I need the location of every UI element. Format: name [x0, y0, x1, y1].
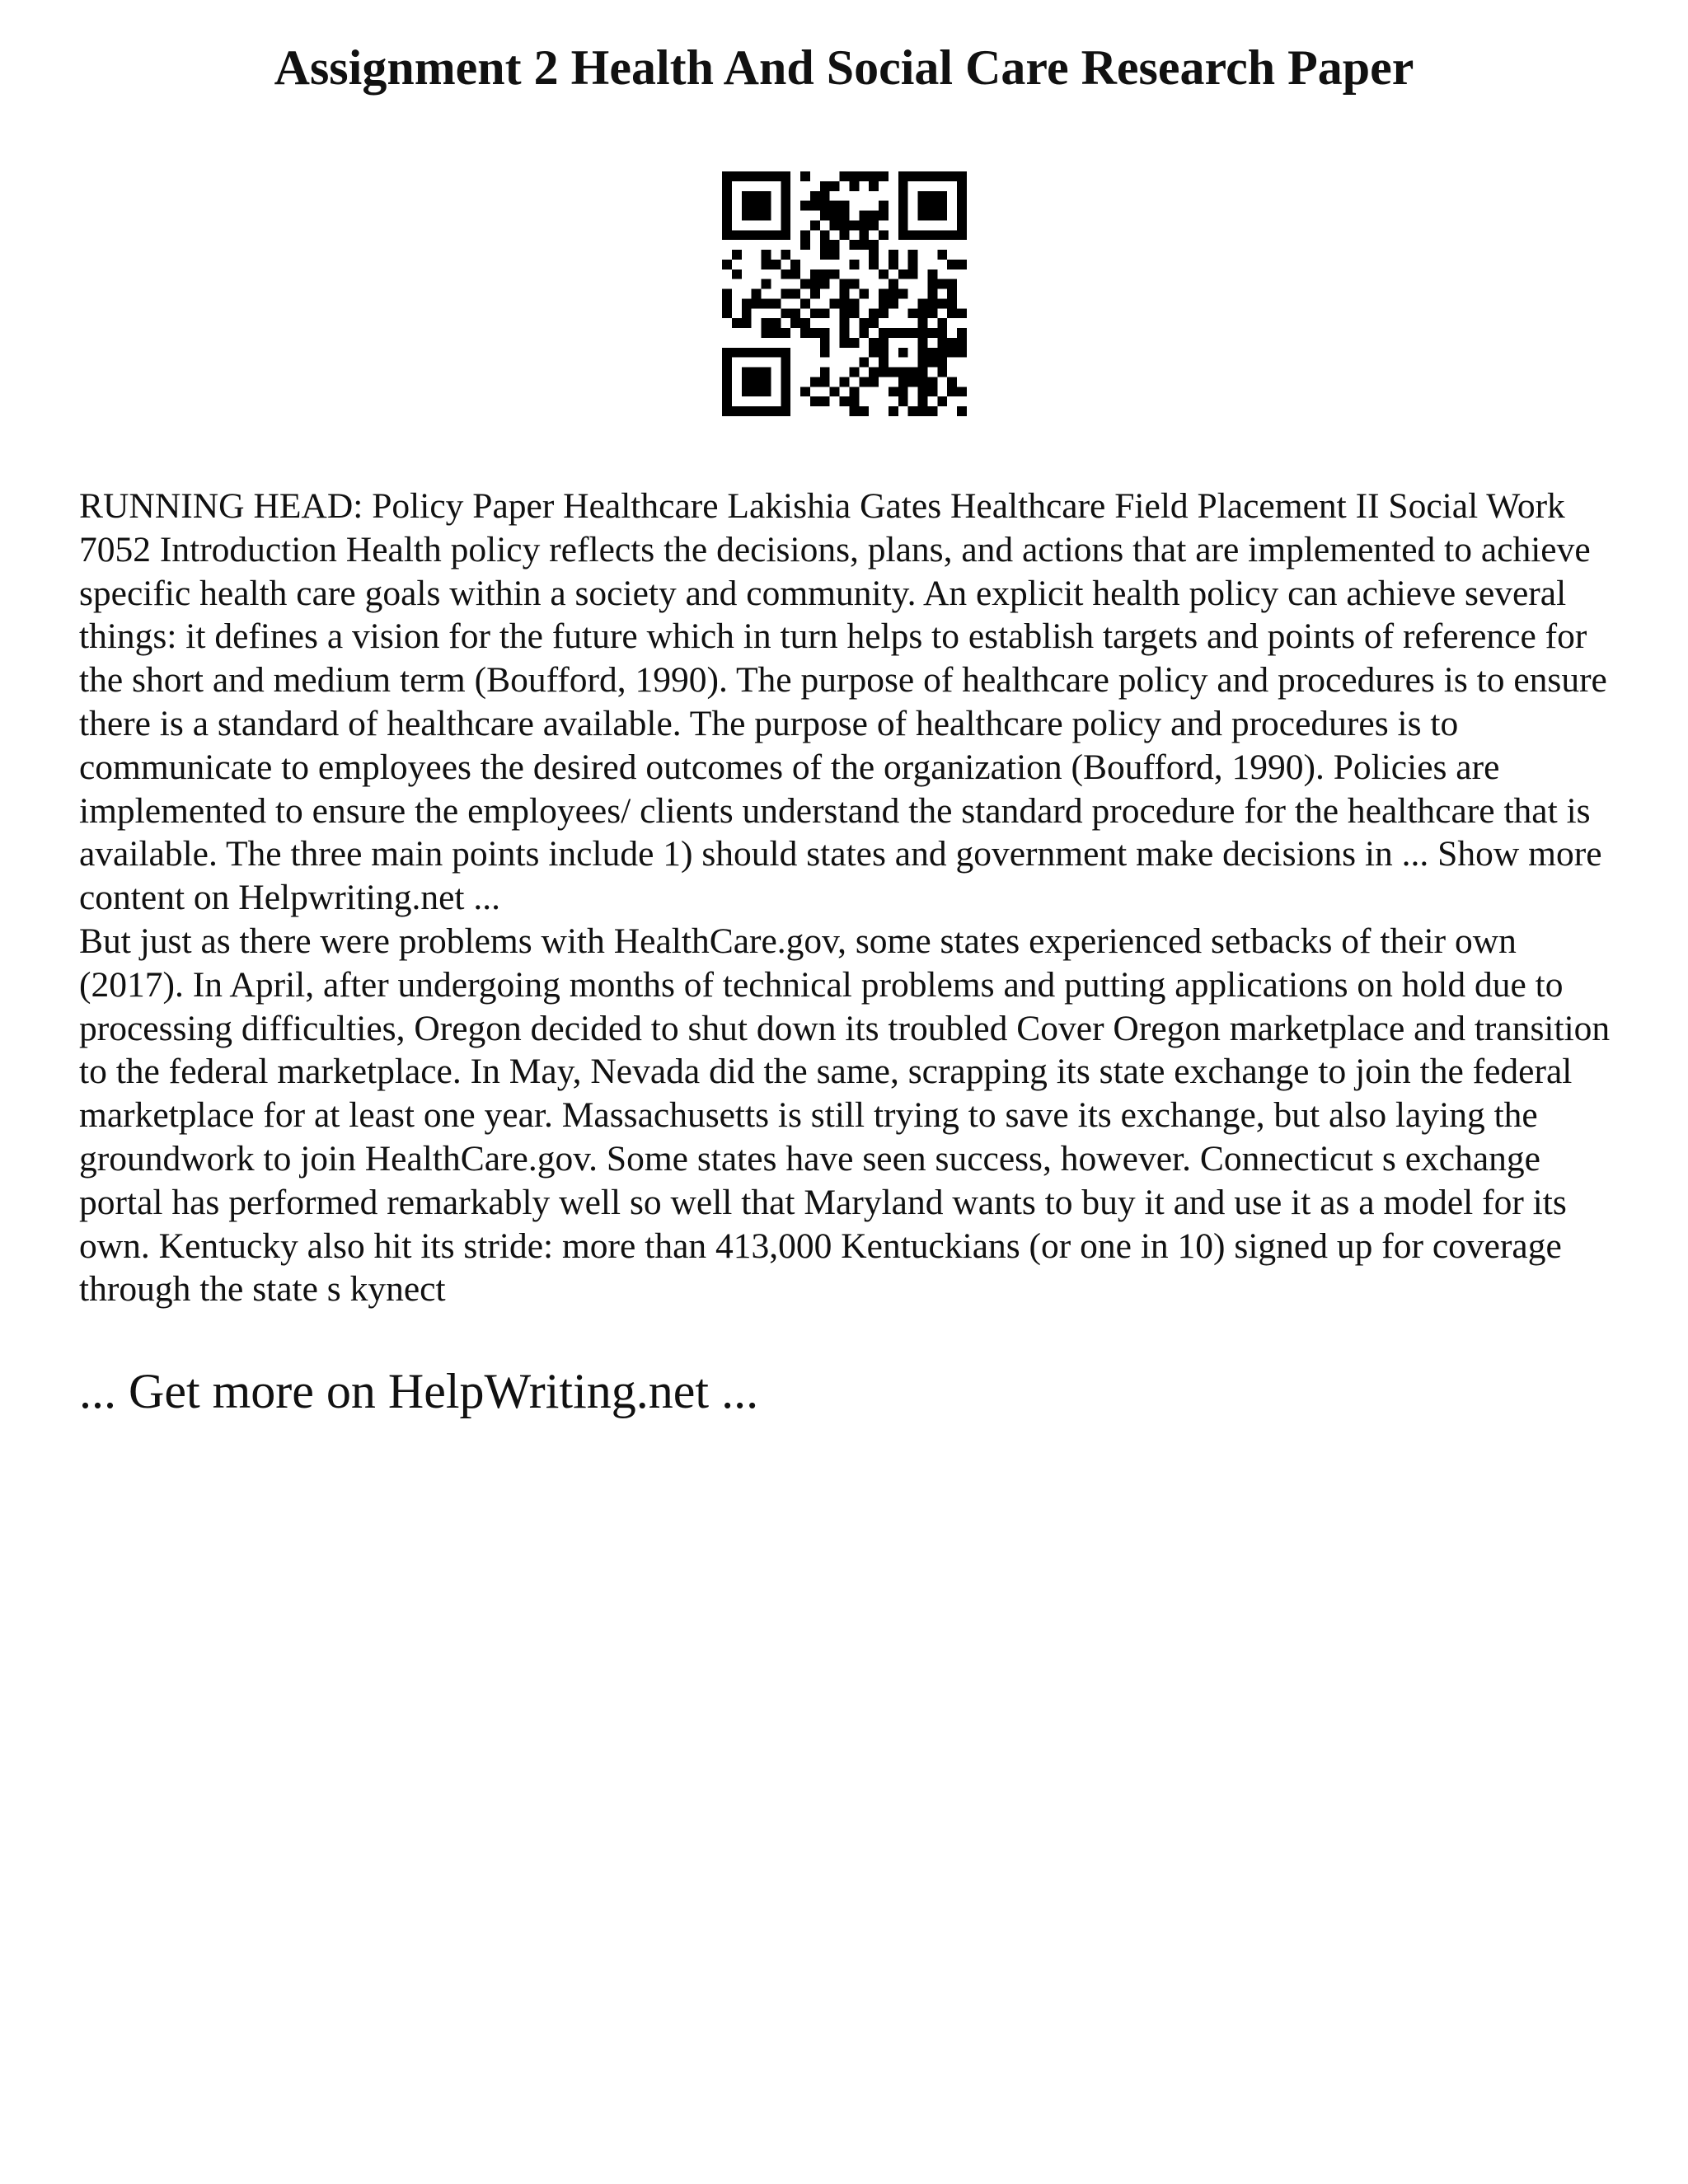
body-paragraph: RUNNING HEAD: Policy Paper Healthcare Lakishia Gates Healthcare Field Placement II Social Work 7052 Introduction Health policy reflects the decisions, plans, and actions that are implemented to achieve specific health care goals within a society and community. An explicit health policy can achieve several things: it defines a vision for the future which in turn helps to establish targets and points of reference for the short and medium term (Boufford, 1990). The purpose of healthcare policy and procedures is to ensure there is a standard of healthcare available. The purpose of healthcare policy and procedures is to communicate to employees the desired outcomes of the organization (Boufford, 1990). Policies are implemented to ensure the employees/ clients understand the standard procedure for the healthcare that is available. The three main points include 1) should states and government make decisions in ... Show more content on Helpwriting.net ...	[79, 486, 1607, 918]
page-title: Assignment 2 Health And Social Care Research Paper	[274, 40, 1414, 95]
body-paragraph: But just as there were problems with HealthCare.gov, some states experienced setbacks of their own (2017). In April, after undergoing months of technical problems and putting applications on hold due to processing difficulties, Oregon decided to shut down its troubled Cover Oregon marketplace and transition to the federal marketplace. In May, Nevada did the same, scrapping its state exchange to join the federal marketplace for at least one year. Massachusetts is still trying to save its exchange, but also laying the groundwork to join HealthCare.gov. Some states have seen success, however. Connecticut s exchange portal has performed remarkably well so well that Maryland wants to buy it and use it as a model for its own. Kentucky also hit its stride: more than 413,000 Kentuckians (or one in 10) signed up for coverage through the state s kynect	[79, 921, 1611, 1310]
qr-code-icon	[722, 171, 967, 416]
article-body	[79, 485, 1612, 1311]
get-more-link[interactable]: ... Get more on HelpWriting.net ...	[79, 1364, 759, 1418]
